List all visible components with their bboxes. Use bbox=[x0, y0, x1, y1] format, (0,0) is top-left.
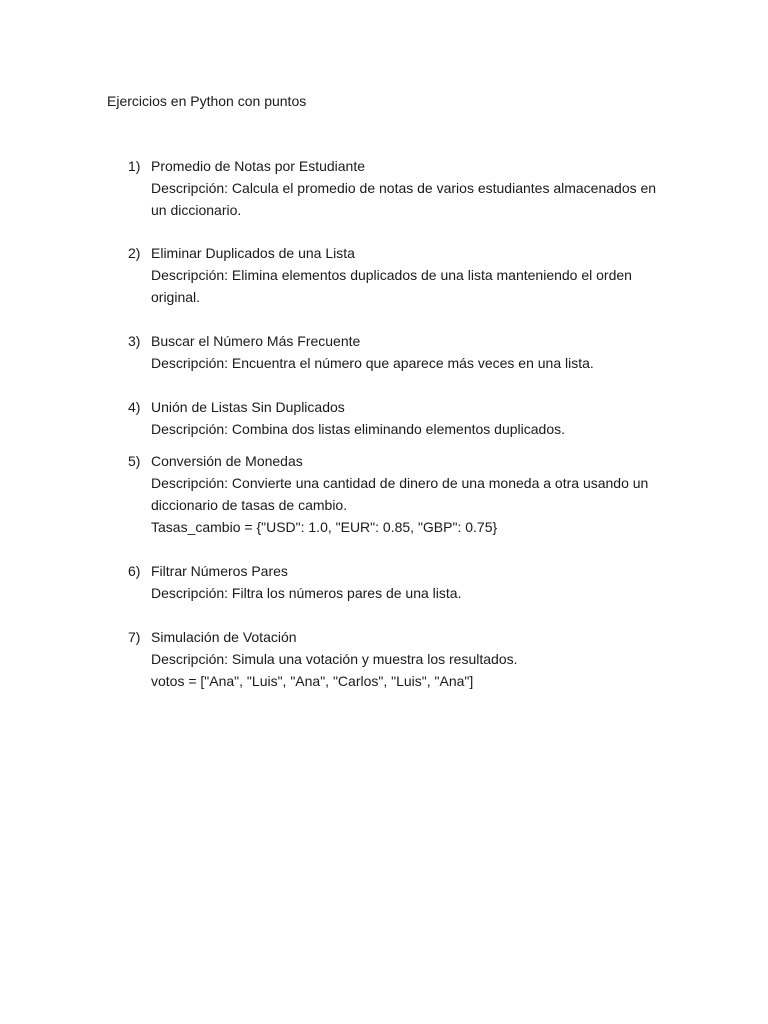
exercise-body bbox=[151, 330, 666, 374]
exercise-code-snippet: votos = ["Ana", "Luis", "Ana", "Carlos", "Luis", "Ana"] bbox=[151, 673, 474, 689]
exercise-title: Unión de Listas Sin Duplicados bbox=[151, 399, 345, 415]
exercise-description: Descripción: Filtra los números pares de una lista. bbox=[151, 585, 462, 601]
exercise-number: 6) bbox=[128, 563, 141, 579]
exercise-title: Eliminar Duplicados de una Lista bbox=[151, 245, 355, 261]
exercise-number: 5) bbox=[128, 453, 141, 469]
exercise-body bbox=[151, 450, 666, 538]
exercise-title: Conversión de Monedas bbox=[151, 453, 303, 469]
exercise-body bbox=[151, 626, 666, 692]
exercise-number: 2) bbox=[128, 245, 141, 261]
exercise-description: Descripción: Simula una votación y muestra los resultados. bbox=[151, 651, 518, 667]
exercise-description: Descripción: Calcula el promedio de notas de varios estudiantes almacenados en un diccionario. bbox=[151, 180, 657, 218]
exercise-number: 3) bbox=[128, 333, 141, 349]
exercise-body bbox=[151, 155, 666, 221]
exercise-number: 7) bbox=[128, 629, 141, 645]
exercise-description: Descripción: Encuentra el número que aparece más veces en una lista. bbox=[151, 355, 594, 371]
exercise-description: Descripción: Combina dos listas eliminando elementos duplicados. bbox=[151, 421, 565, 437]
exercise-title: Simulación de Votación bbox=[151, 629, 297, 645]
exercise-title: Promedio de Notas por Estudiante bbox=[151, 158, 366, 174]
exercise-body bbox=[151, 560, 666, 604]
exercise-description: Descripción: Convierte una cantidad de dinero de una moneda a otra usando un diccionario de tasas de cambio. bbox=[151, 475, 649, 513]
document-title: Ejercicios en Python con puntos bbox=[107, 93, 307, 109]
exercise-number: 4) bbox=[128, 399, 141, 415]
exercise-title: Buscar el Número Más Frecuente bbox=[151, 333, 361, 349]
exercise-body bbox=[151, 242, 666, 308]
exercise-title: Filtrar Números Pares bbox=[151, 563, 288, 579]
exercise-code-snippet: Tasas_cambio = {"USD": 1.0, "EUR": 0.85, "GBP": 0.75} bbox=[151, 519, 498, 535]
exercise-number: 1) bbox=[128, 158, 141, 174]
exercise-description: Descripción: Elimina elementos duplicados de una lista manteniendo el orden original. bbox=[151, 267, 632, 305]
exercise-body bbox=[151, 396, 666, 440]
